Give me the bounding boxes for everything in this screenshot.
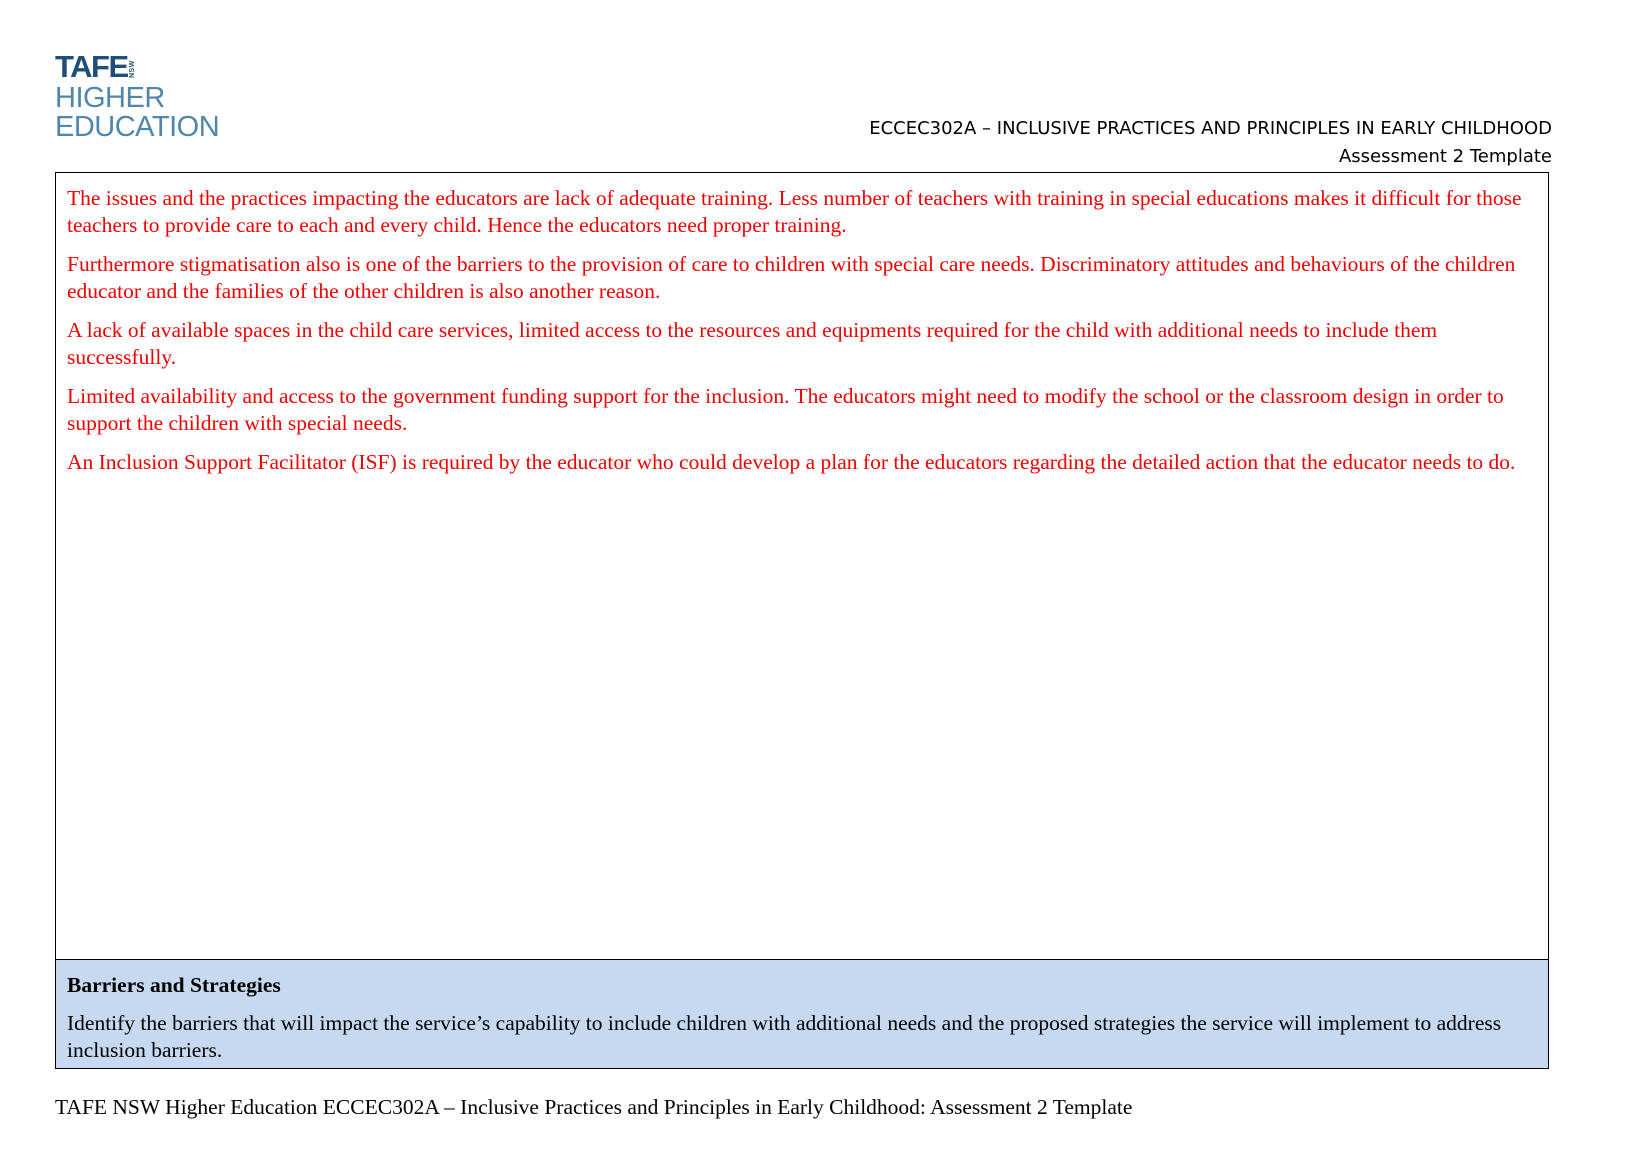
page-footer: TAFE NSW Higher Education ECCEC302A – Inclusive Practices and Principles in Early Childhood: Assessment 2 Template (55, 1095, 1133, 1119)
response-paragraph: An Inclusion Support Facilitator (ISF) is required by the educator who could develop a plan for the educators regarding the detailed action that the educator needs to do. (67, 450, 1516, 474)
response-paragraph: A lack of available spaces in the child care services, limited access to the resources and equipments required for the child with additional needs to include them successfully. (67, 318, 1438, 369)
tafe-logo (55, 49, 255, 143)
response-paragraph: Furthermore stigmatisation also is one of the barriers to the provision of care to children with special care needs. Discriminatory attitudes and behaviours of the children educator and the families of the other children is also another reason. (67, 252, 1516, 303)
logo-education-text: EDUCATION (55, 111, 220, 143)
logo-tafe-text: TAFE (55, 49, 128, 84)
barriers-title: Barriers and Strategies (67, 973, 281, 997)
barriers-description: Identify the barriers that will impact the service’s capability to include children with additional needs and the proposed strategies the service will implement to address inclusion barriers. (67, 1011, 1502, 1062)
response-box (55, 172, 1549, 960)
response-paragraph: The issues and the practices impacting the educators are lack of adequate training. Less number of teachers with training in special educations makes it difficult for those teachers to provide care to each and every child. Hence the educators need proper training. (67, 186, 1522, 237)
course-title: ECCEC302A – INCLUSIVE PRACTICES AND PRINCIPLES IN EARLY CHILDHOOD (869, 118, 1552, 139)
page-header (869, 115, 1552, 171)
logo-top-line (55, 49, 255, 84)
response-paragraph: Limited availability and access to the government funding support for the inclusion. The educators might need to modify the school or the classroom design in order to support the children with special needs. (67, 384, 1504, 435)
template-subtitle: Assessment 2 Template (1338, 146, 1552, 167)
barriers-section (55, 959, 1549, 1069)
logo-nsw-text: NSW (128, 60, 136, 78)
logo-higher-text: HIGHER (55, 82, 165, 114)
